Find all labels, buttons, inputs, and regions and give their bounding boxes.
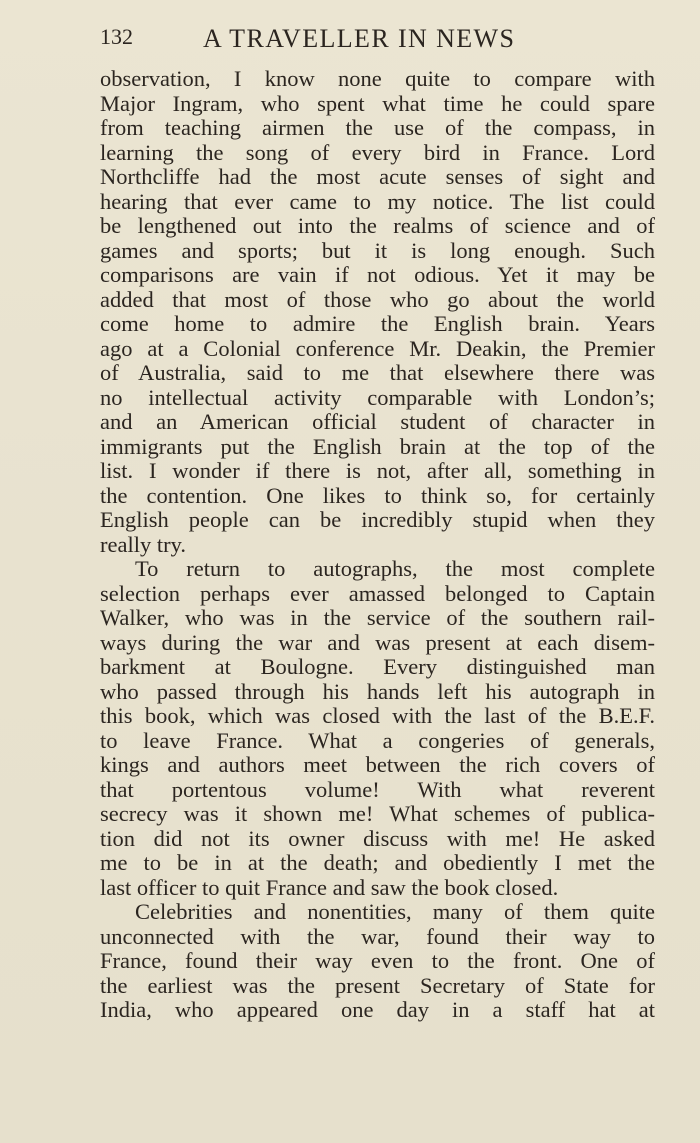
text-line: comparisons are vain if not odious. Yet it may be [100,262,655,287]
text-line: the contention. One likes to think so, for certainly [100,482,655,508]
text-line: and an American official student of character in [100,409,655,434]
text-line: no intellectual activity comparable with London’s; [100,384,655,410]
text-line: games and sports; but it is long enough. Such [100,237,655,263]
text-line: unconnected with the war, found their way to [100,923,655,949]
text-line: of Australia, said to me that elsewhere there was [100,360,655,385]
text-line: To return to autographs, the most complete [135,556,655,581]
text-line: be lengthened out into the realms of science and of [100,213,655,238]
text-line: English people can be incredibly stupid when they [100,507,655,532]
text-line: immigrants put the English brain at the top of the [100,433,655,459]
text-line: observation, I know none quite to compare with [100,66,655,91]
text-line: tion did not its owner discuss with me! He asked [100,825,655,851]
text-line: from teaching airmen the use of the compass, in [100,115,655,140]
text-line: list. I wonder if there is not, after all, something in [100,458,655,483]
text-line: who passed through his hands left his autograph in [100,678,655,704]
text-line: kings and authors meet between the rich covers of [100,752,655,777]
page-number: 132 [100,24,133,49]
text-line: that portentous volume! With what reverent [100,776,655,802]
text-line: to leave France. What a congeries of generals, [100,727,655,753]
text-line: come home to admire the English brain. Years [100,311,655,336]
running-title: A TRAVELLER IN NEWS [203,24,516,53]
text-line: France, found their way even to the front. One of [100,948,655,973]
text-line: really try. [100,531,187,557]
text-line: Celebrities and nonentities, many of them quite [135,899,655,924]
body-text [100,67,655,1023]
text-line: Northcliffe had the most acute senses of sight and [100,164,655,189]
text-line: me to be in at the death; and obediently I met the [100,850,655,875]
text-line: this book, which was closed with the last of the B.E.F. [100,703,655,728]
running-head [100,24,655,58]
text-line: India, who appeared one day in a staff hat at [100,997,655,1022]
text-line: selection perhaps ever amassed belonged to Captain [100,580,655,606]
text-line: learning the song of every bird in France. Lord [100,139,655,165]
text-line: added that most of those who go about the world [100,286,655,312]
text-line: secrecy was it shown me! What schemes of publica- [100,801,655,826]
text-line: Walker, who was in the service of the southern rail- [100,605,655,630]
text-line: ways during the war and was present at each disem- [100,629,655,655]
text-line: the earliest was the present Secretary of State for [100,972,655,998]
text-line: Major Ingram, who spent what time he could spare [100,90,655,116]
text-line: last officer to quit France and saw the book closed. [100,874,559,900]
text-line: ago at a Colonial conference Mr. Deakin, the Premier [100,335,655,361]
text-line: hearing that ever came to my notice. The list could [100,188,655,214]
text-line: barkment at Boulogne. Every distinguished man [100,654,655,679]
